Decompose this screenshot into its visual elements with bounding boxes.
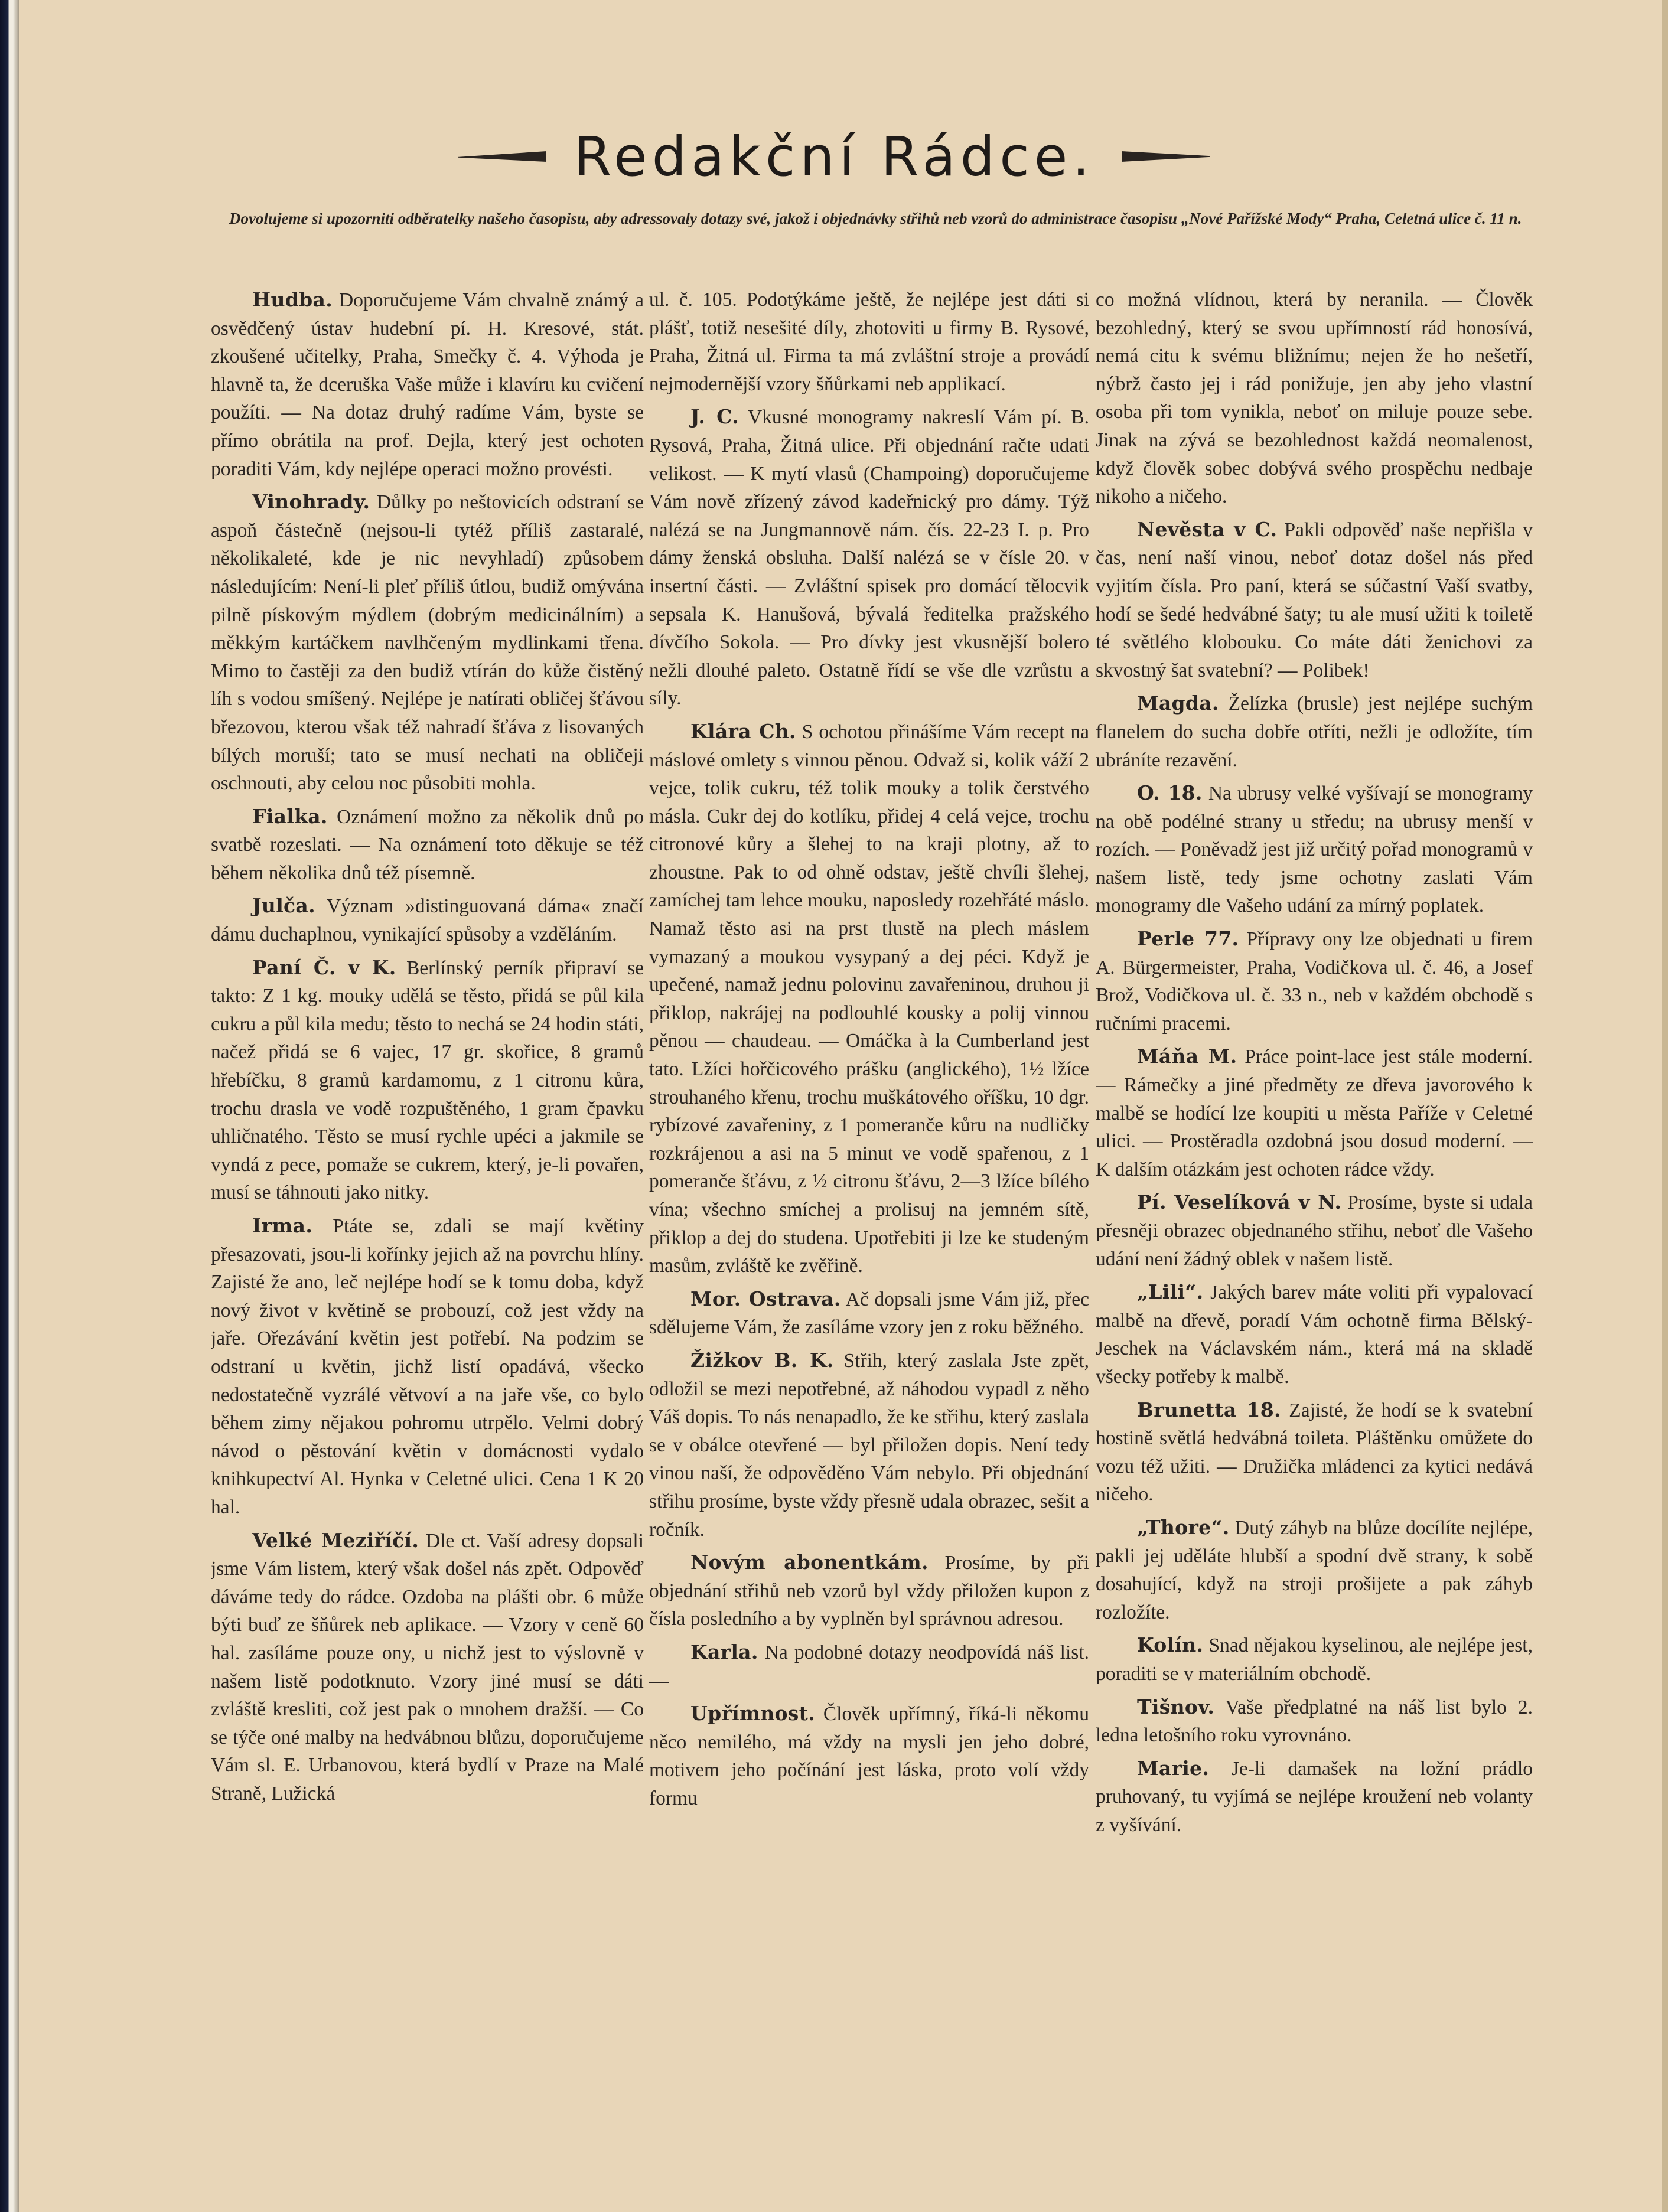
answer-text: S ochotou přinášíme Vám recept na máslové omlety s vinnou pěnou. Odvaž si, kolik váží 2 vejce, tolik cukru, též tolik mouky a tolik čerstvého másla. Cukr dej do kotlíku, přidej 4 celá vejce, trochu citronové kůry a šlehej to na kraji plotny, až to zhoustne. Pak to od ohně odstav, ještě chvíli šlehej, zamíchej tam lehce mouku, naposledy rozehřáté máslo. Namaž těsto asi na prst tlustě na plech máslem vymazaný a moukou vysypaný a dej péci. Když je upečené, namaž jednu polovinu zavařeninou, druhou ji přiklop, nakrájej na podlouhlé kousky a polij vinnou pěnou — chaudeau. — Omáčka à la Cumberland jest tato. Lžíci hořčicového prášku (anglického), 1½ lžíce strouhaného křenu, trochu muškátového oříšku, 10 dgr. rybízové zavařeniny, z 1 pomeranče kůru na nudličky rozkrájenou a asi na 5 minut ve vodě spařenou, z 1 pomeranče šťávu, z ½ citronu šťávu, 2—3 lžíce bílého vína; všechno smíchej a prolisuj na jemném sítě, přiklop a dej do studena. Upotřebiti ji lze ke studeným masům, zvláště ke zvěřině. bbox=[649, 720, 1089, 1277]
answer-entry bbox=[1096, 1513, 1533, 1626]
column-1 bbox=[211, 286, 644, 2128]
answer-text: Snad nějakou kyselinou, ale nejlépe jest, poraditi se v materiálním obchodě. bbox=[1096, 1634, 1533, 1685]
answer-entry bbox=[649, 1346, 1089, 1544]
answer-text: Dutý záhyb na blůze docílíte nejlépe, pakli jej uděláte hlubší a spodní dvě strany, k sobě dosahující, když na stroji prošijete a pak záhyb rozložíte. bbox=[1096, 1516, 1533, 1623]
answer-text: Doporučujeme Vám chvalně známý a osvědčený ústav hudební pí. H. Kresové, stát. zkoušené učitelky, Praha, Smečky č. 4. Výhoda je hlavně ta, že dceruška Vaše může i klavíru ku cvičení použíti. — Na dotaz druhý radíme Vám, byste se přímo obrátila na prof. Dejla, který jest ochoten poraditi Vám, kdy nejlépe operaci možno provésti. bbox=[211, 289, 644, 480]
answer-text: Vaše předplatné na náš list bylo 2. ledna letošního roku vyrovnáno. bbox=[1096, 1696, 1533, 1747]
answer-text: Na podobné dotazy neodpovídá náš list. — bbox=[649, 1641, 1089, 1692]
answer-entry bbox=[1096, 1693, 1533, 1750]
answer-heading: „Thore“. bbox=[1137, 1515, 1230, 1539]
answer-entry bbox=[1096, 1631, 1533, 1688]
answer-entry bbox=[211, 802, 644, 888]
notice bbox=[229, 205, 1579, 231]
title-ornament-right bbox=[1122, 151, 1210, 162]
answer-heading: Magda. bbox=[1137, 691, 1219, 715]
answer-text: Práce point-lace jest stále moderní. — Rámečky a jiné předměty ze dřeva javorového k malbě se hodící lze koupiti u města Paříže v Celetné ulici. — Prostěradla ozdobná jsou dosud moderní. — K dalším otázkám jest ochoten rádce vždy. bbox=[1096, 1046, 1533, 1180]
answer-heading: Klára Ch. bbox=[690, 719, 796, 743]
answer-entry bbox=[1096, 1042, 1533, 1183]
answer-text: Význam »distinguovaná dáma« značí dámu duchaplnou, vynikající spůsoby a vzděláním. bbox=[211, 895, 644, 946]
answer-text: Důlky po neštovicích odstraní se aspoň částečně (nejsou-li tytéž příliš zastaralé, několikaleté, kde je nic nevyhladí) způsobem následujícím: Není-li pleť příliš útlou, budiž omývána pilně pískovým mýdlem (dobrým medicinálním) a měkkým kartáčkem navlhčeným mydlinkami třena. Mimo to častěji za den budiž vtírán do kůže čistěný líh s vodou smíšený. Nejlépe je natírati obličej šťávou březovou, kterou však též nahradí šťáva z lisovaných bílých moruší; tato se musí nechati na obličeji oschnouti, aby celou noc působiti mohla. bbox=[211, 491, 644, 795]
answer-entry bbox=[1096, 286, 1533, 511]
answer-entry bbox=[1096, 779, 1533, 920]
answer-text: Jakých barev máte voliti při vypalovací malbě na dřevě, poradí Vám ochotně firma Bělský-Jeschek na Václavském nám., která má na skladě všecky potřeby k malbě. bbox=[1096, 1281, 1533, 1388]
page-title: Redakční Rádce. bbox=[574, 125, 1094, 188]
answer-entry bbox=[649, 286, 1089, 398]
page-edge bbox=[1662, 0, 1668, 2212]
answer-heading: Karla. bbox=[690, 1640, 758, 1663]
answer-heading: Upřímnost. bbox=[690, 1702, 816, 1725]
answer-entry bbox=[211, 488, 644, 798]
title-row bbox=[0, 112, 1668, 201]
page bbox=[19, 0, 1668, 2212]
answer-entry bbox=[1096, 925, 1533, 1038]
answer-heading: Julča. bbox=[252, 894, 315, 918]
answer-heading: Máňa M. bbox=[1137, 1045, 1237, 1068]
notice-text: Dovolujeme si upozorniti odběratelky našeho časopisu, aby adressovaly dotazy své, jakož i objednávky střihů neb vzorů do administrace časopisu „Nové Pařížské Mody“ Praha, Celetná ulice č. 11 n. bbox=[229, 210, 1522, 227]
answer-text: Vkusné monogramy nakreslí Vám pí. B. Rysová, Praha, Žitná ulice. Při objednání račte udati velikost. — K mytí vlasů (Champoing) doporučujeme Vám nově zřízený závod kadeřnický pro dámy. Týž nalézá se na Jungmannově nám. čís. 22-23 I. p. Pro dámy ženská obsluha. Další nalézá se v čísle 20. v insertní části. — Zvláštní spisek pro domácí tělocvik sepsala K. Hanušová, bývalá ředitelka pražského dívčího Sokola. — Pro dívky jest vkusnější bolero nežli dlouhé paleto. Ostatně řídí se vše dle vzrůstu a síly. bbox=[649, 406, 1089, 710]
answer-entry bbox=[1096, 1278, 1533, 1391]
answer-heading: Tišnov. bbox=[1137, 1695, 1215, 1718]
answer-text: Pakli odpověď naše nepřišla v čas, není naší vinou, neboť dotaz došel nás před vyjitím čísla. Pro paní, která se súčastní Vaší svatby, hodí se šedé hedvábné šaty; tu ale musí užiti k toiletě té světlého klobouku. Co máte dáti ženichovi za skvostný šat svatební? — Polibek! bbox=[1096, 518, 1533, 681]
answer-heading: Irma. bbox=[252, 1214, 313, 1237]
answer-entry bbox=[211, 892, 644, 948]
answer-entry bbox=[1096, 689, 1533, 774]
answer-entry bbox=[649, 717, 1089, 1280]
answer-heading: Žižkov B. K. bbox=[690, 1348, 834, 1372]
answer-entry bbox=[1096, 1754, 1533, 1839]
answer-heading: Fialka. bbox=[252, 804, 328, 828]
answer-entry bbox=[1096, 516, 1533, 685]
answer-entry bbox=[1096, 1396, 1533, 1509]
answer-text: Prosíme, by při objednání střihů neb vzorů byl vždy přiložen kupon z čísla posledního a by vyplněn byl správnou adresou. bbox=[649, 1552, 1089, 1630]
answer-text: Ptáte se, zdali se mají květiny přesazovati, jsou-li kořínky jejich až na povrchu hlíny. Zajisté že ano, leč nejlépe hodí se k tomu doba, když nový život v květině se probouzí, což jest vždy na jaře. Ořezávání květin jest potřebí. Na podzim se odstraní u květin, jichž listí opadává, všecko nedostatečně vyzrálé větvoví a na jaře vše, co bylo během zimy nějakou pohromu utrpělo. Velmi dobrý návod o pěstování květin v domácnosti vydalo knihkupectví Al. Hynka v Celetné ulici. Cena 1 K 20 hal. bbox=[211, 1215, 644, 1518]
answer-heading: Paní Č. v K. bbox=[252, 955, 396, 979]
answer-heading: Pí. Veselíková v N. bbox=[1137, 1190, 1342, 1214]
answer-entry bbox=[211, 1212, 644, 1522]
book-binding-edge bbox=[0, 0, 19, 2212]
answer-text: Dle ct. Vaší adresy dopsali jsme Vám listem, který však došel nás zpět. Odpověď dáváme tedy do rádce. Ozdoba na plášti obr. 6 může býti buď ze šňůrek neb aplikace. — Vzory v ceně 60 hal. zasíláme pouze ony, u nichž jest to výslovně v našem listě podotknuto. Vzory jiné musí se dáti zvláště kresliti, což jest pak o mnohem dražší. — Co se týče oné malby na hedvábnou blůzu, doporučujeme Vám sl. E. Urbanovou, která bydlí v Praze na Malé Straně, Lužická bbox=[211, 1529, 644, 1805]
answer-text: Člověk upřímný, říká-li někomu něco nemilého, má vždy na mysli jen jeho dobré, motivem jeho počínání jest láska, proto volí vždy formu bbox=[649, 1703, 1089, 1809]
answer-text: co možná vlídnou, která by neranila. — Člověk bezohledný, který se svou upřímností rád honosívá, nemá citu k svému bližnímu; nejen že ho nešetří, nýbrž často jej i rád ponižuje, jen aby jeho vlastní osoba při tom vynikla, neboť on miluje pouze sebe. Jinak na zývá se bezohlednost každá neomalenost, když člověk sobec dobývá svého prospěchu nedbaje nikoho a ničeho. bbox=[1096, 289, 1533, 508]
answer-heading: J. C. bbox=[690, 405, 739, 429]
answer-heading: „Lili“. bbox=[1137, 1280, 1204, 1304]
answer-entry bbox=[649, 1638, 1089, 1695]
answer-text: Ač dopsali jsme Vám již, přec sdělujeme Vám, že zasíláme vzory jen z roku běžného. bbox=[649, 1288, 1089, 1339]
answer-entry bbox=[211, 1526, 644, 1808]
answer-text: Berlínský perník připraví se takto: Z 1 kg. mouky udělá se těsto, přidá se půl kila cukru a půl kila medu; těsto to nechá se 24 hodin státi, načež přidá se 6 vajec, 17 gr. skořice, 8 gramů hřebíčku, 8 gramů kardamomu, z 1 citronu kůra, trochu drasla ve vodě rozpuštěného, 1 gram čpavku uhličnatého. Těsto se musí rychle upéci a jakmile se vyndá z pece, pomaže se cukrem, který, je-li povařen, musí se táhnouti jako nitky. bbox=[211, 957, 644, 1204]
answer-entry bbox=[649, 1699, 1089, 1812]
answer-heading: Novým abonentkám. bbox=[690, 1551, 929, 1574]
title-ornament-left bbox=[458, 151, 546, 162]
answer-heading: Hudba. bbox=[252, 288, 333, 311]
answer-heading: O. 18. bbox=[1137, 781, 1203, 805]
answer-text: Střih, který zaslala Jste zpět, odložil se mezi nepotřebné, až náhodou vypadl z něho Váš dopis. To nás nenapadlo, že ke střihu, který zaslala se v obálce otevřené — byl přiložen dopis. Není tedy vinou naší, že odpověděno Vám nebylo. Při objednání střihu prosíme, byste vždy přesně udala obrazec, sešit a ročník. bbox=[649, 1349, 1089, 1541]
answer-entry bbox=[211, 286, 644, 483]
answer-heading: Velké Meziříčí. bbox=[252, 1528, 419, 1552]
answer-entry bbox=[649, 1285, 1089, 1342]
answer-heading: Mor. Ostrava. bbox=[690, 1287, 841, 1310]
answer-entry bbox=[211, 954, 644, 1207]
answer-text: Je-li damašek na ložní prádlo pruhovaný, tu vyjímá se nejlépe kroužení neb volanty z vyšívání. bbox=[1096, 1757, 1533, 1836]
answer-text: Přípravy ony lze objednati u firem A. Bürgermeister, Praha, Vodičkova ul. č. 46, a Josef Brož, Vodičkova ul. č. 33 n., neb v každém obchodě s ručními pracemi. bbox=[1096, 928, 1533, 1035]
answer-heading: Perle 77. bbox=[1137, 927, 1239, 951]
answer-heading: Brunetta 18. bbox=[1137, 1398, 1281, 1421]
answer-heading: Vinohrady. bbox=[252, 490, 370, 514]
answer-heading: Kolín. bbox=[1137, 1633, 1204, 1657]
column-2 bbox=[649, 286, 1089, 2128]
answer-text: Zajisté, že hodí se k svatební hostině světlá hedvábná toileta. Pláštěnku omůžete do vozu též užiti. — Družička mládenci za kytici nedává ničeho. bbox=[1096, 1399, 1533, 1506]
answer-text: Oznámení možno za několik dnů po svatbě rozeslati. — Na oznámení toto děkuje se též během několika dnů též písemně. bbox=[211, 805, 644, 884]
answer-text: Želízka (brusle) jest nejlépe suchým flanelem do sucha dobře otříti, nežli je odložíte, tím ubráníte rezavění. bbox=[1096, 693, 1533, 771]
column-3 bbox=[1096, 286, 1533, 2128]
answer-entry bbox=[649, 403, 1089, 713]
answer-text: Na ubrusy velké vyšívají se monogramy na obě podélné strany u středu; na ubrusy menší v rozích. — Poněvadž jest již určitý pořad monogramů v našem listě, tedy jsme ochotny zaslati Vám monogramy dle Vašeho udání za mírný poplatek. bbox=[1096, 782, 1533, 917]
answer-entry bbox=[1096, 1188, 1533, 1273]
answer-entry bbox=[649, 1548, 1089, 1633]
answer-text: ul. č. 105. Podotýkáme ještě, že nejlépe jest dáti si plášť, totiž nesešité díly, zhotoviti u firmy B. Rysové, Praha, Žitná ul. Firma ta má zvláštní stroje a provádí nejmodernější vzory šňůrkami neb applikací. bbox=[649, 289, 1089, 395]
answer-heading: Marie. bbox=[1137, 1756, 1210, 1780]
answer-heading: Nevěsta v C. bbox=[1137, 517, 1278, 541]
answer-text: Prosíme, byste si udala přesněji obrazec objednaného střihu, neboť dle Vašeho udání není žádný oblek v našem listě. bbox=[1096, 1192, 1533, 1270]
